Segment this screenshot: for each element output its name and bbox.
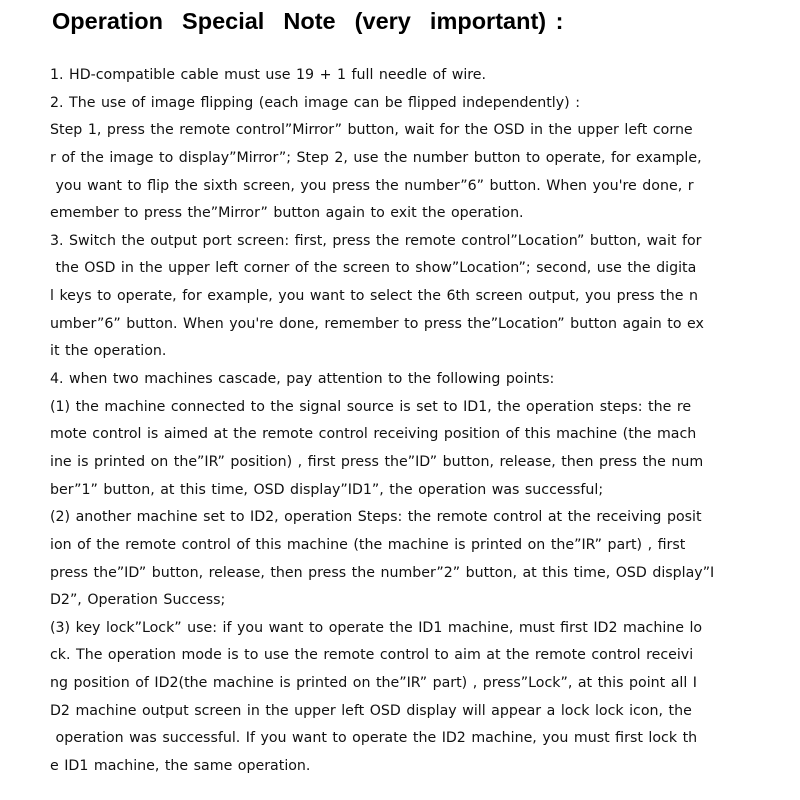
text-line: it the operation. xyxy=(50,343,167,360)
text-line: Step 1, press the remote control”Mirror” button, wait for the OSD in the upper left corne xyxy=(50,122,693,139)
text-line: operation was successful. If you want to operate the ID2 machine, you must first lock th xyxy=(50,730,698,747)
text-line: (1) the machine connected to the signal source is set to ID1, the operation steps: the re xyxy=(50,398,692,415)
text-line: l keys to operate, for example, you want to select the 6th screen output, you press the n xyxy=(50,288,698,305)
text-line: press the”ID” button, release, then press the number”2” button, at this time, OSD display”I xyxy=(50,564,715,581)
text-line: e ID1 machine, the same operation. xyxy=(50,758,311,775)
text-line: (3) key lock”Lock” use: if you want to operate the ID1 machine, must first ID2 machine lo xyxy=(50,619,703,636)
text-line: D2 machine output screen in the upper left OSD display will appear a lock lock icon, the xyxy=(50,702,692,719)
text-line: (2) another machine set to ID2, operation Steps: the remote control at the receiving posit xyxy=(50,509,702,526)
text-line: 2. The use of image flipping (each image can be flipped independently) : xyxy=(50,94,580,111)
page-title: Operation Special Note (very important) : xyxy=(52,8,564,34)
text-line: the OSD in the upper left corner of the screen to show”Location”; second, use the digita xyxy=(50,260,697,277)
text-line: ng position of ID2(the machine is printed on the”IR” part) , press”Lock”, at this point all I xyxy=(50,675,697,692)
text-line: umber”6” button. When you're done, remember to press the”Location” button again to ex xyxy=(50,315,704,332)
text-line: ck. The operation mode is to use the remote control to aim at the remote control receivi xyxy=(50,647,694,664)
text-line: emember to press the”Mirror” button again to exit the operation. xyxy=(50,205,524,222)
text-line: mote control is aimed at the remote control receiving position of this machine (the mach xyxy=(50,426,697,443)
text-line: ber”1” button, at this time, OSD display”ID1”, the operation was successful; xyxy=(50,481,604,498)
text-line: 3. Switch the output port screen: first, press the remote control”Location” button, wait for xyxy=(50,232,702,249)
text-line: 4. when two machines cascade, pay attention to the following points: xyxy=(50,371,555,388)
text-line: r of the image to display”Mirror”; Step 2, use the number button to operate, for example, xyxy=(50,149,702,166)
note-body xyxy=(50,62,795,781)
text-line: D2”, Operation Success; xyxy=(50,592,226,609)
text-line: you want to flip the sixth screen, you press the number”6” button. When you're done, r xyxy=(50,177,694,194)
text-line: ine is printed on the”IR” position) , first press the”ID” button, release, then press the num xyxy=(50,453,704,470)
text-line: 1. HD-compatible cable must use 19 + 1 full needle of wire. xyxy=(50,67,487,83)
text-line: ion of the remote control of this machine (the machine is printed on the”IR” part) , first xyxy=(50,536,686,553)
